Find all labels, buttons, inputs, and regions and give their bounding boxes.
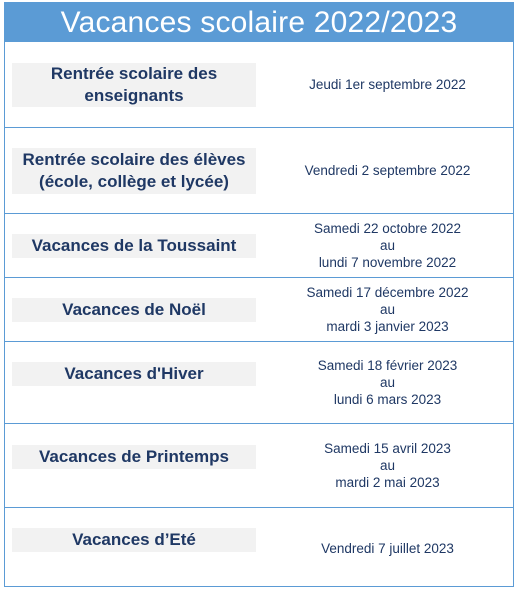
row-label <box>12 362 256 386</box>
date-line: Jeudi 1er septembre 2022 <box>309 77 466 92</box>
table-row <box>5 42 513 128</box>
date-line: Samedi 22 octobre 2022 <box>313 221 462 236</box>
date-line: mardi 2 mai 2023 <box>335 475 440 490</box>
row-label-line: (école, collège et lycée) <box>39 172 229 191</box>
row-dates <box>260 128 515 213</box>
row-label <box>12 63 256 107</box>
row-label-line: Vacances de la Toussaint <box>31 236 237 255</box>
date-line: Samedi 17 décembre 2022 <box>306 285 469 300</box>
date-line: au <box>379 375 396 390</box>
row-dates <box>260 42 515 127</box>
row-dates <box>260 278 515 341</box>
date-line: lundi 7 novembre 2022 <box>318 255 457 270</box>
row-label <box>12 528 256 552</box>
date-line: lundi 6 mars 2023 <box>333 392 442 407</box>
date-line: au <box>379 238 396 253</box>
table-row <box>5 342 513 424</box>
row-dates <box>260 424 515 507</box>
table-row <box>5 424 513 508</box>
date-line: Vendredi 7 juillet 2023 <box>321 540 454 556</box>
date-line: Samedi 15 avril 2023 <box>324 441 451 456</box>
row-label <box>12 445 256 469</box>
page-title: Vacances scolaire 2022/2023 <box>5 3 513 42</box>
date-line: au <box>379 458 396 473</box>
row-label-line: Rentrée scolaire des élèves <box>22 150 246 169</box>
row-label <box>12 148 256 194</box>
row-label-line: Vacances de Printemps <box>39 447 229 466</box>
row-label-line: Vacances d'Hiver <box>64 364 204 383</box>
row-label <box>12 298 256 322</box>
date-line: au <box>379 302 396 317</box>
row-dates <box>260 342 515 423</box>
date-line: Samedi 18 février 2023 <box>317 358 458 373</box>
row-dates <box>260 214 515 277</box>
row-label-line: Vacances d’Eté <box>72 530 196 549</box>
date-line: mardi 3 janvier 2023 <box>326 319 449 334</box>
date-line: Vendredi 2 septembre 2022 <box>304 163 471 178</box>
table-row <box>5 128 513 214</box>
row-label-line: Vacances de Noël <box>62 300 206 319</box>
table-row <box>5 508 513 586</box>
row-label-line: enseignants <box>84 86 184 105</box>
row-label <box>12 234 256 258</box>
table-row <box>5 214 513 278</box>
row-dates <box>260 508 515 588</box>
table-row <box>5 278 513 342</box>
row-label-line: Rentrée scolaire des <box>50 64 218 83</box>
calendar-card <box>4 2 514 587</box>
